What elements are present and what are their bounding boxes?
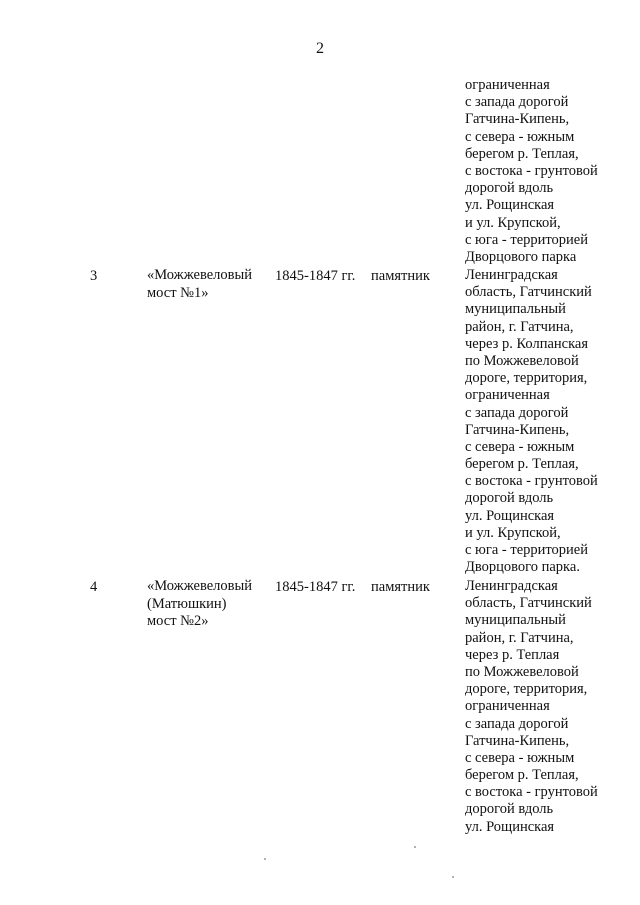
scan-speck xyxy=(414,846,416,848)
location-line: ул. Рощинская xyxy=(465,507,555,524)
location-line: Гатчина-Кипень, xyxy=(465,732,570,749)
location-line: с юга - территорией xyxy=(465,542,588,558)
object-location xyxy=(465,267,598,576)
location-line: область, Гатчинский xyxy=(465,595,592,612)
object-name xyxy=(147,267,252,302)
name-line: «Можжевеловый xyxy=(147,267,252,283)
location-line: район, г. Гатчина, xyxy=(465,318,574,335)
location-line: по Можжевеловой xyxy=(465,663,579,680)
location-line: ул. Рощинская xyxy=(465,818,555,835)
location-line: Дворцового парка. xyxy=(465,559,580,576)
continuation-location xyxy=(465,77,598,266)
location-line: через р. Теплая xyxy=(465,646,560,663)
location-line: ограниченная xyxy=(465,698,550,715)
location-line: с востока - грунтовой xyxy=(465,784,598,801)
object-name xyxy=(147,578,252,631)
location-line: и ул. Крупской, xyxy=(465,214,561,231)
name-line: мост №2» xyxy=(147,613,209,629)
location-line: Ленинградская xyxy=(465,578,558,594)
location-line: ул. Рощинская xyxy=(465,197,555,214)
location-line: берегом р. Теплая, xyxy=(465,145,579,162)
location-line: с запада дорогой xyxy=(465,715,569,732)
scan-speck xyxy=(452,876,454,878)
location-line: ограниченная xyxy=(465,77,550,93)
location-line: и ул. Крупской, xyxy=(465,524,561,541)
location-line: через р. Колпанская xyxy=(465,335,589,352)
location-line: дороге, территория, xyxy=(465,370,588,387)
location-line: дорогой вдоль xyxy=(465,801,554,818)
location-line: ограниченная xyxy=(465,387,550,404)
location-line: Гатчина-Кипень, xyxy=(465,111,570,128)
location-line: берегом р. Теплая, xyxy=(465,456,579,473)
name-line: (Матюшкин) xyxy=(147,595,227,612)
location-line: Дворцового парка xyxy=(465,248,577,265)
location-line: с юга - территорией xyxy=(465,231,588,248)
name-line: «Можжевеловый xyxy=(147,578,252,594)
object-date: 1845-1847 гг. xyxy=(275,268,356,284)
location-line: с запада дорогой xyxy=(465,94,569,111)
location-line: дорогой вдоль xyxy=(465,180,554,197)
location-line: с севера - южным xyxy=(465,438,575,455)
page-number: 2 xyxy=(316,40,324,57)
location-line: Ленинградская xyxy=(465,267,558,283)
location-line: район, г. Гатчина, xyxy=(465,629,574,646)
name-line: мост №1» xyxy=(147,284,209,301)
object-date: 1845-1847 гг. xyxy=(275,579,356,595)
location-line: с востока - грунтовой xyxy=(465,473,598,490)
location-line: Гатчина-Кипень, xyxy=(465,421,570,438)
location-line: с востока - грунтовой xyxy=(465,162,598,179)
location-line: берегом р. Теплая, xyxy=(465,767,579,784)
scan-speck xyxy=(264,858,266,860)
location-line: дорогой вдоль xyxy=(465,490,554,507)
location-line: область, Гатчинский xyxy=(465,284,592,301)
location-line: муниципальный xyxy=(465,612,566,629)
object-location xyxy=(465,578,598,836)
location-line: с севера - южным xyxy=(465,749,575,766)
row-number: 3 xyxy=(90,268,98,284)
location-line: по Можжевеловой xyxy=(465,352,579,369)
object-type: памятник xyxy=(371,268,430,284)
location-line: муниципальный xyxy=(465,301,566,318)
row-number: 4 xyxy=(90,579,98,595)
location-line: с запада дорогой xyxy=(465,404,569,421)
location-line: дороге, территория, xyxy=(465,681,588,698)
location-line: с севера - южным xyxy=(465,128,575,145)
object-type: памятник xyxy=(371,579,430,595)
